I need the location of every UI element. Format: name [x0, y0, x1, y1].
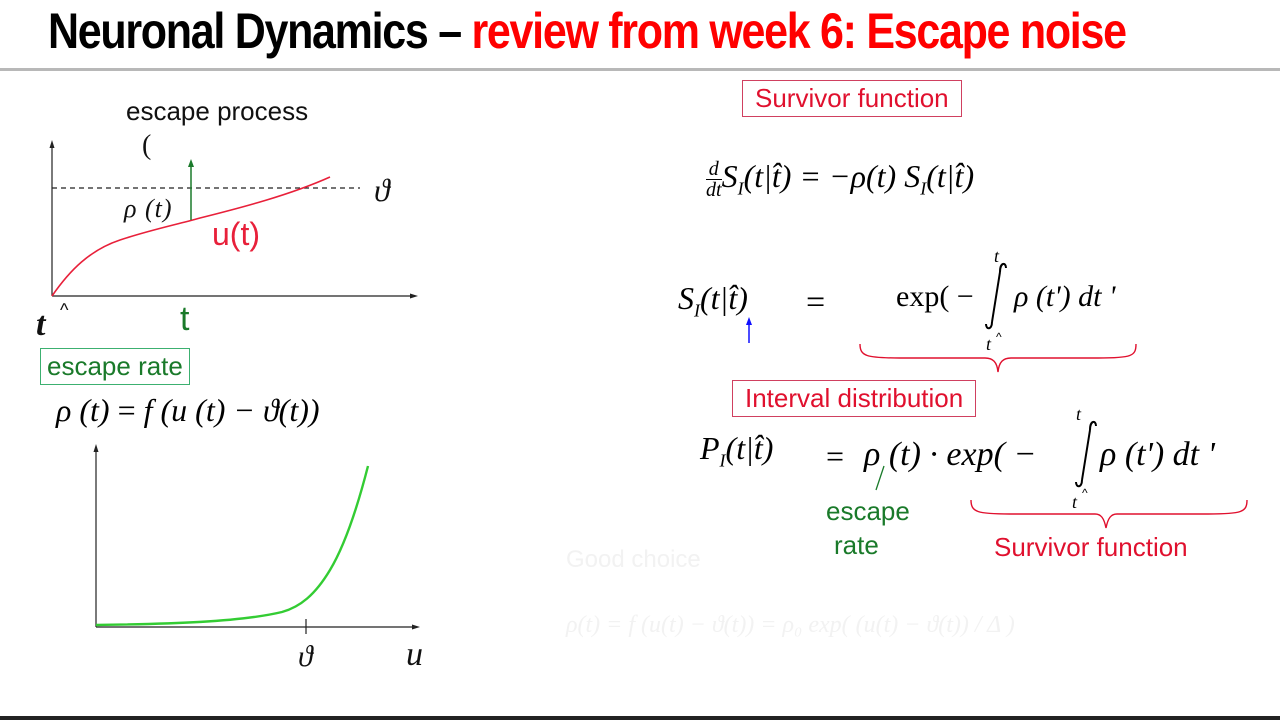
escape-rate-formula — [56, 392, 320, 429]
int-lhs-arg: (t|t̂) — [700, 280, 748, 316]
rho-t-label: ρ (t) — [124, 194, 173, 223]
bottom-u-label: u — [406, 636, 423, 673]
interval-lhs-p: P — [700, 430, 720, 466]
survivor-function-box: Survivor function — [742, 80, 962, 117]
interval-lhs-arg: (t|t̂) — [725, 430, 774, 466]
survivor-ode — [706, 158, 974, 200]
formula-lhs: ρ (t) — [56, 392, 110, 428]
escape-process-label: escape process — [126, 96, 309, 126]
top-plot-y-arrow — [50, 140, 55, 148]
faded-good-choice: Good choice — [566, 546, 701, 573]
ode-rhs: = −ρ(t) — [799, 158, 905, 194]
interval-lhs-sub: I — [719, 450, 726, 471]
title-highlight: review from week 6: Escape noise — [471, 3, 1126, 59]
ode-rhs-arg: (t|t̂) — [926, 158, 975, 194]
interval-integral-lower: t — [1072, 492, 1078, 512]
ode-rhs-s: S — [904, 158, 921, 194]
survivor-integral-eq: = — [806, 284, 826, 321]
survivor-function-label: Survivor function — [994, 532, 1188, 562]
escape-rate-curve — [96, 466, 368, 625]
faded-formula: ρ(t) = f (u(t) − ϑ(t)) = ρ₀ exp( (u(t) − ϑ(t)) / Δ ) — [566, 612, 1015, 638]
bottom-plot-x-arrow — [412, 625, 420, 630]
formula-arg-open: (u (t) − — [160, 392, 263, 428]
ode-rhs-sub: I — [920, 178, 927, 199]
threshold-symbol: ϑ — [374, 172, 390, 208]
derivative-num: d — [706, 159, 722, 180]
u-t-label: u(t) — [212, 216, 260, 252]
integral-sign-survivor — [986, 264, 1006, 328]
top-plot-x-arrow — [410, 294, 418, 299]
int-lhs-s: S — [678, 280, 694, 316]
t-axis-label: t — [180, 300, 190, 338]
interval-distribution-box: Interval distribution — [732, 380, 976, 417]
title-prefix: Neuronal Dynamics – — [48, 3, 472, 59]
survivor-integral-upper: t — [994, 246, 1000, 266]
formula-arg-close: (t)) — [278, 392, 320, 428]
survivor-integral-integrand: ρ (t') dt ' — [1014, 280, 1116, 313]
formula-f: f — [143, 392, 153, 428]
survivor-integral-lhs — [678, 280, 748, 321]
derivative-den: dt — [706, 179, 722, 202]
integral-sign-interval — [1076, 422, 1096, 486]
escape-rate-box: escape rate — [40, 348, 190, 385]
int-lhs-sub: I — [694, 300, 700, 321]
derivative-fraction — [706, 159, 722, 200]
t-hat-caret: ^ — [60, 300, 69, 320]
interval-integral-lower-hat: ^ — [1082, 486, 1088, 500]
interval-lhs — [700, 430, 773, 471]
ode-arg: (t|t̂) — [743, 158, 792, 194]
survivor-integral-lower-hat: ^ — [996, 330, 1002, 344]
distance-arrow-head — [188, 159, 194, 167]
interval-integral-upper: t — [1076, 404, 1082, 424]
t-hat-axis-label: t — [36, 306, 46, 343]
open-paren-label: ( — [142, 130, 152, 161]
bottom-border — [0, 716, 1280, 720]
formula-eq: = — [117, 392, 136, 428]
interval-integrand: ρ (t') dt ' — [1100, 436, 1215, 473]
survivor-brace-top — [860, 344, 1136, 372]
survivor-brace-bottom — [971, 500, 1247, 528]
ode-sub: I — [737, 178, 744, 199]
bottom-theta-label: ϑ — [298, 640, 313, 673]
interval-rho-exp: ρ (t) · exp( − — [864, 436, 1037, 473]
escape-label-line2: rate — [834, 530, 879, 560]
escape-label-line1: escape — [826, 496, 910, 526]
ode-s: S — [721, 158, 738, 194]
bottom-plot-y-arrow — [94, 444, 99, 452]
survivor-integral-exp: exp( − — [896, 280, 974, 313]
interval-eq: = — [826, 438, 845, 474]
formula-theta: ϑ — [262, 392, 279, 428]
survivor-integral-lower: t — [986, 334, 992, 354]
